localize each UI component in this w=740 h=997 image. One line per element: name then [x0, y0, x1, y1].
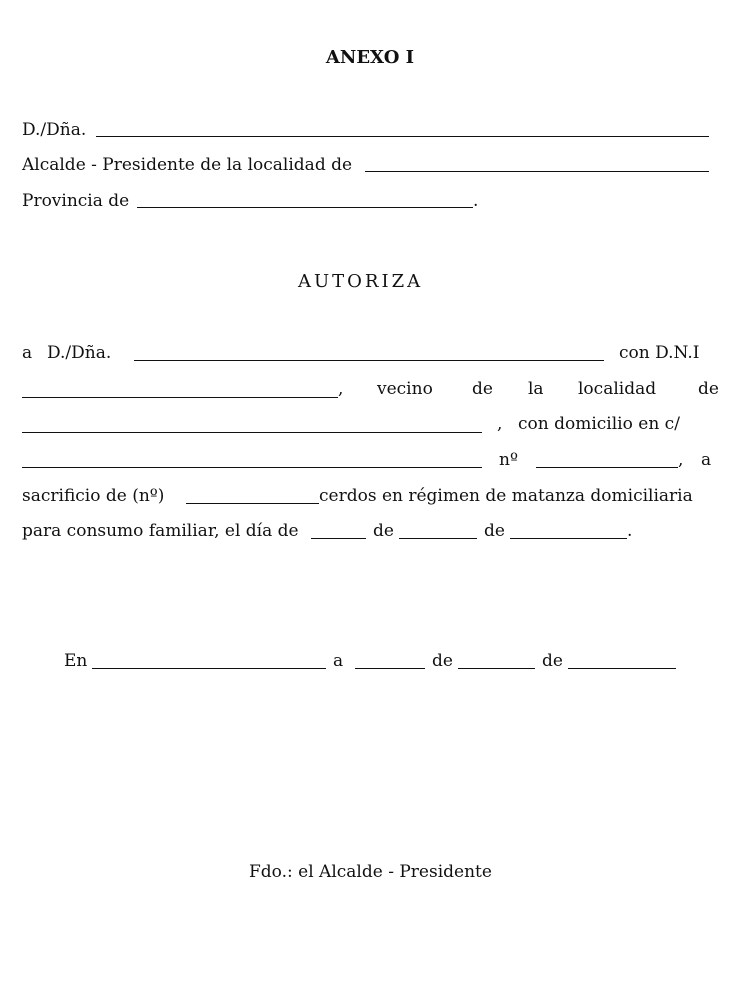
province-field[interactable] — [137, 207, 473, 208]
place-field[interactable] — [92, 668, 326, 669]
locality-field[interactable] — [365, 171, 709, 172]
day-field[interactable] — [311, 538, 366, 539]
word-a: a — [701, 450, 712, 470]
dni-field[interactable] — [22, 397, 338, 398]
beneficiary-label: D./Dña. — [47, 343, 112, 363]
comma-1: , — [338, 379, 344, 399]
consumption-text: para consumo familiar, el día de — [22, 521, 299, 541]
name-field[interactable] — [96, 136, 709, 137]
word-vecino: vecino — [377, 379, 433, 399]
beneficiary-name-field[interactable] — [134, 360, 604, 361]
pigs-text: cerdos en régimen de matanza domiciliaria — [319, 486, 693, 506]
sacrifice-label: sacrificio de (nº) — [22, 486, 165, 506]
autoriza-heading: AUTORIZA — [298, 271, 424, 292]
year-field[interactable] — [510, 538, 627, 539]
word-de-b: de — [484, 521, 505, 541]
word-de-1: de — [472, 379, 493, 399]
number-label: nº — [499, 450, 518, 470]
word-localidad: localidad — [578, 379, 657, 399]
sentence-period: . — [627, 521, 633, 541]
place-label: En — [64, 651, 88, 671]
province-label: Provincia de — [22, 191, 130, 211]
comma-3: , — [678, 450, 684, 470]
word-la: la — [528, 379, 544, 399]
domicile-label: con domicilio en c/ — [518, 414, 680, 434]
sign-day-field[interactable] — [355, 668, 425, 669]
month-field[interactable] — [399, 538, 477, 539]
sign-year-field[interactable] — [568, 668, 676, 669]
place-a-label: a — [333, 651, 344, 671]
signature-line: Fdo.: el Alcalde - Presidente — [249, 862, 492, 882]
document-title: ANEXO I — [325, 47, 415, 68]
role-label: Alcalde - Presidente de la localidad de — [22, 155, 353, 175]
word-de-2: de — [698, 379, 719, 399]
pig-count-field[interactable] — [186, 503, 319, 504]
place-de-label-1: de — [432, 651, 453, 671]
street-field[interactable] — [22, 467, 482, 468]
a-label: a — [22, 343, 33, 363]
comma-2: , — [497, 414, 503, 434]
place-de-label-2: de — [542, 651, 563, 671]
dni-label: con D.N.I — [619, 343, 700, 363]
name-label: D./Dña. — [22, 120, 87, 140]
word-de-a: de — [373, 521, 394, 541]
residence-locality-field[interactable] — [22, 432, 482, 433]
province-period: . — [473, 191, 479, 211]
sign-month-field[interactable] — [458, 668, 535, 669]
street-number-field[interactable] — [536, 467, 678, 468]
